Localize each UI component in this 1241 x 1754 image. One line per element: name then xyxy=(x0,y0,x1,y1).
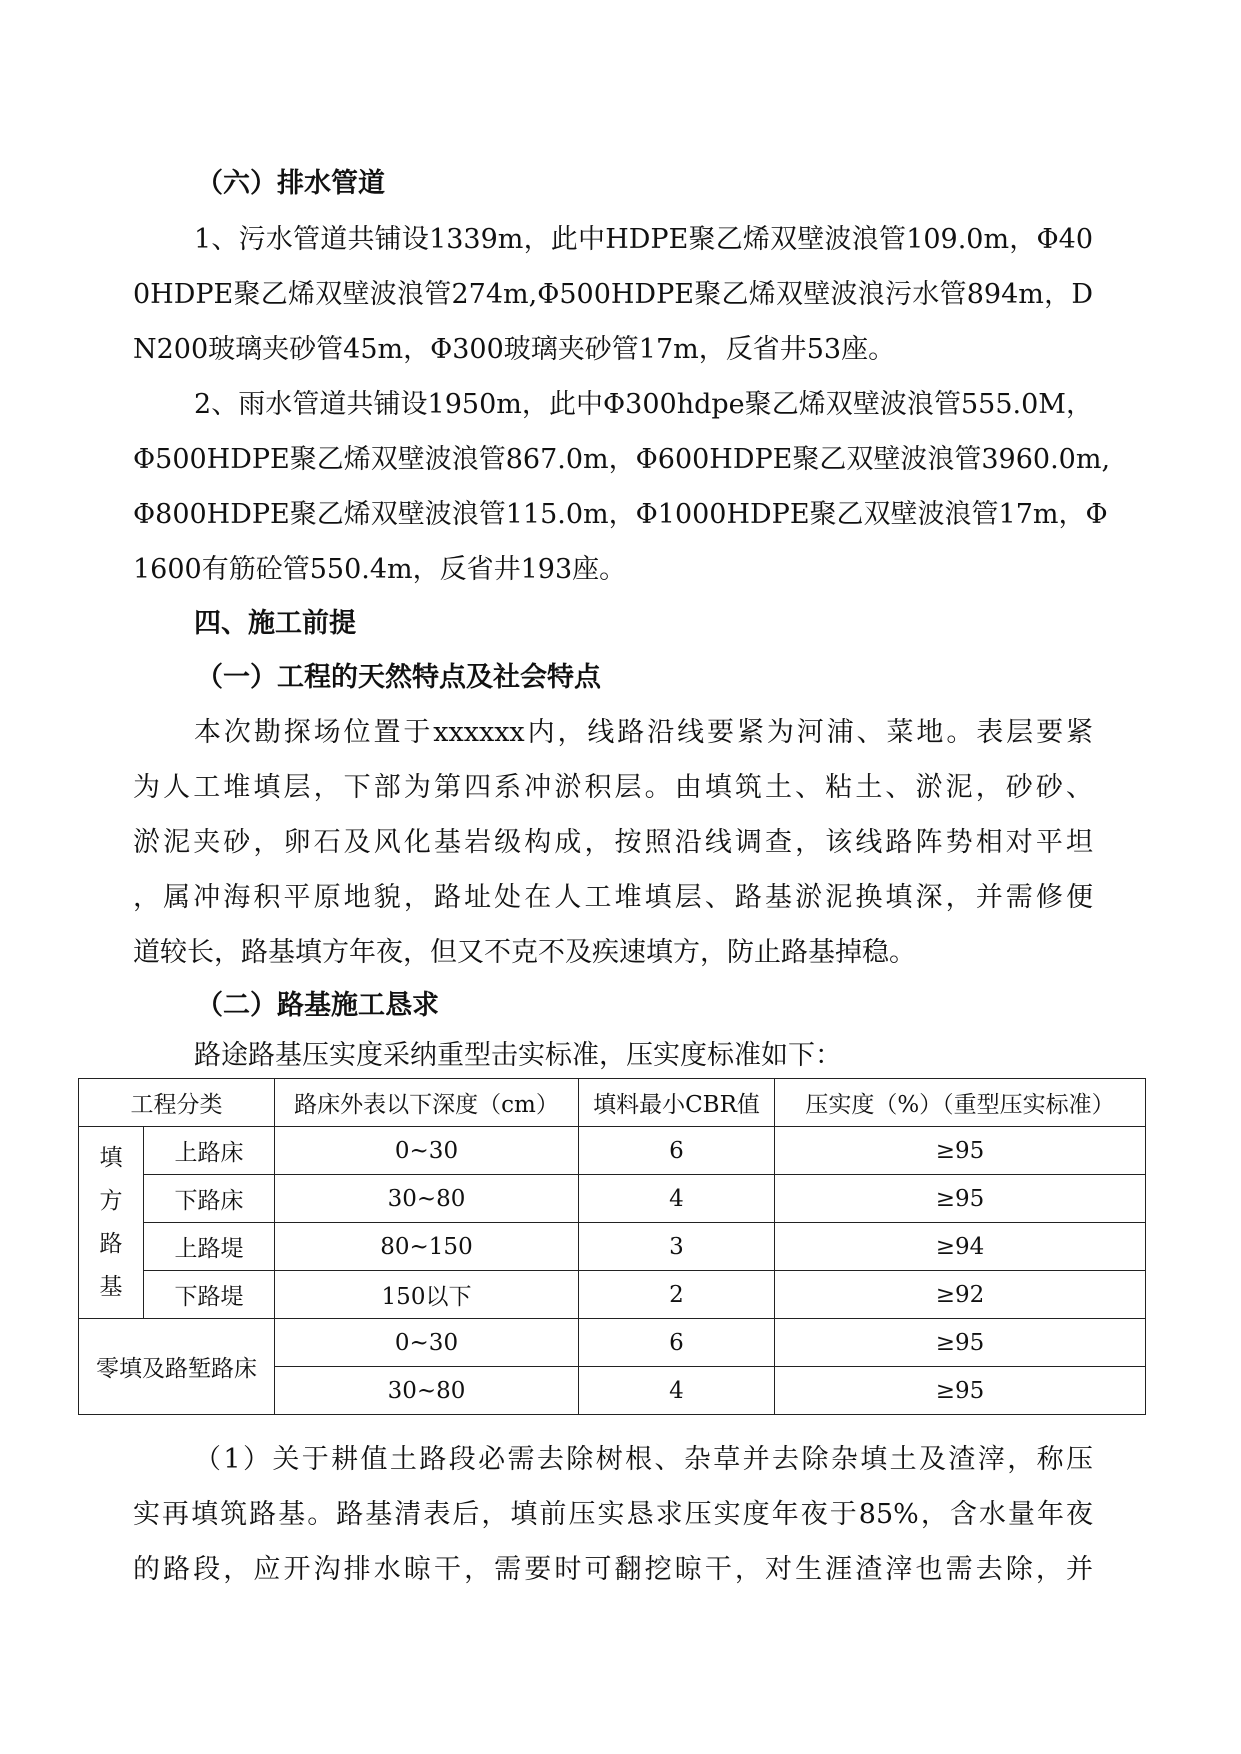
sewage-line-3: N200玻璃夹砂管45m，Φ300玻璃夹砂管17m，反省井53座。 xyxy=(133,334,896,365)
row-cbr: 4 xyxy=(579,1175,775,1223)
zero-fill-group: 零填及路堑路床 xyxy=(79,1319,275,1415)
row-compaction: ≥95 xyxy=(775,1319,1146,1367)
features-line-5: 道较长，路基填方年夜，但又不克不及疾速填方，防止路基掉稳。 xyxy=(133,937,916,968)
features-line-2: 为人工堆填层，下部为第四系冲淤积层。由填筑土、粘土、淤泥，砂砂、 xyxy=(133,772,1093,803)
row-depth: 30~80 xyxy=(275,1367,579,1415)
rain-line-3: Φ800HDPE聚乙烯双壁波浪管115.0m，Φ1000HDPE聚乙双壁波浪管17m，Φ xyxy=(133,499,1108,530)
row-name: 上路床 xyxy=(144,1127,275,1175)
row-compaction: ≥95 xyxy=(775,1127,1146,1175)
row-compaction: ≥94 xyxy=(775,1223,1146,1271)
drainage-heading: （六）排水管道 xyxy=(196,168,385,199)
table-header-row xyxy=(79,1079,1146,1127)
features-heading: （一）工程的天然特点及社会特点 xyxy=(196,662,601,693)
row-cbr: 2 xyxy=(579,1271,775,1319)
header-depth: 路床外表以下深度（cm） xyxy=(275,1079,579,1127)
row-compaction: ≥95 xyxy=(775,1175,1146,1223)
features-line-1: 本次勘探场位置于xxxxxx内，线路沿线要紧为河浦、菜地。表层要紧 xyxy=(194,717,1093,748)
fill-subgrade-group: 填 方 路 基 xyxy=(79,1127,144,1319)
features-line-3: 淤泥夹砂，卵石及风化基岩级构成，按照沿线调查，该线路阵势相对平坦 xyxy=(133,827,1093,858)
table-row xyxy=(79,1319,1146,1367)
notes-line-1: （1）关于耕值土路段必需去除树根、杂草并去除杂填土及渣滓，称压 xyxy=(194,1444,1093,1475)
rain-line-1: 2、雨水管道共铺设1950m，此中Φ300hdpe聚乙烯双壁波浪管555.0M， xyxy=(194,389,1093,420)
subgrade-heading: （二）路基施工恳求 xyxy=(196,990,439,1021)
row-name: 下路堤 xyxy=(144,1271,275,1319)
rain-line-2: Φ500HDPE聚乙烯双壁波浪管867.0m，Φ600HDPE聚乙双壁波浪管3960.0m, xyxy=(133,444,1111,475)
row-cbr: 3 xyxy=(579,1223,775,1271)
row-cbr: 4 xyxy=(579,1367,775,1415)
table-intro: 路途路基压实度采纳重型击实标准，压实度标准如下： xyxy=(194,1040,842,1071)
row-depth: 30~80 xyxy=(275,1175,579,1223)
table-row xyxy=(79,1127,1146,1175)
notes-line-3: 的路段，应开沟排水晾干，需要时可翻挖晾干，对生涯渣滓也需去除，并 xyxy=(133,1554,1093,1585)
row-depth: 150以下 xyxy=(275,1271,579,1319)
table-row xyxy=(79,1175,1146,1223)
sewage-line-1: 1、污水管道共铺设1339m，此中HDPE聚乙烯双壁波浪管109.0m，Φ40 xyxy=(194,224,1093,255)
row-compaction: ≥92 xyxy=(775,1271,1146,1319)
header-cbr: 填料最小CBR值 xyxy=(579,1079,775,1127)
rain-line-4: 1600有筋砼管550.4m，反省井193座。 xyxy=(133,554,627,585)
row-compaction: ≥95 xyxy=(775,1367,1146,1415)
row-depth: 0~30 xyxy=(275,1319,579,1367)
premise-heading: 四、施工前提 xyxy=(194,608,356,639)
notes-line-2: 实再填筑路基。路基清表后，填前压实恳求压实度年夜于85%，含水量年夜 xyxy=(133,1499,1093,1530)
sewage-line-2: 0HDPE聚乙烯双壁波浪管274m,Φ500HDPE聚乙烯双壁波浪污水管894m，D xyxy=(133,279,1093,310)
row-name: 下路床 xyxy=(144,1175,275,1223)
row-depth: 0~30 xyxy=(275,1127,579,1175)
features-line-4: ，属冲海积平原地貌，路址处在人工堆填层、路基淤泥换填深，并需修便 xyxy=(133,882,1093,913)
row-name: 上路堤 xyxy=(144,1223,275,1271)
header-category: 工程分类 xyxy=(79,1079,275,1127)
header-compaction: 压实度（%）（重型压实标准） xyxy=(775,1079,1146,1127)
row-cbr: 6 xyxy=(579,1127,775,1175)
table-row xyxy=(79,1271,1146,1319)
row-cbr: 6 xyxy=(579,1319,775,1367)
row-depth: 80~150 xyxy=(275,1223,579,1271)
table-row xyxy=(79,1223,1146,1271)
compaction-table xyxy=(78,1078,1146,1415)
